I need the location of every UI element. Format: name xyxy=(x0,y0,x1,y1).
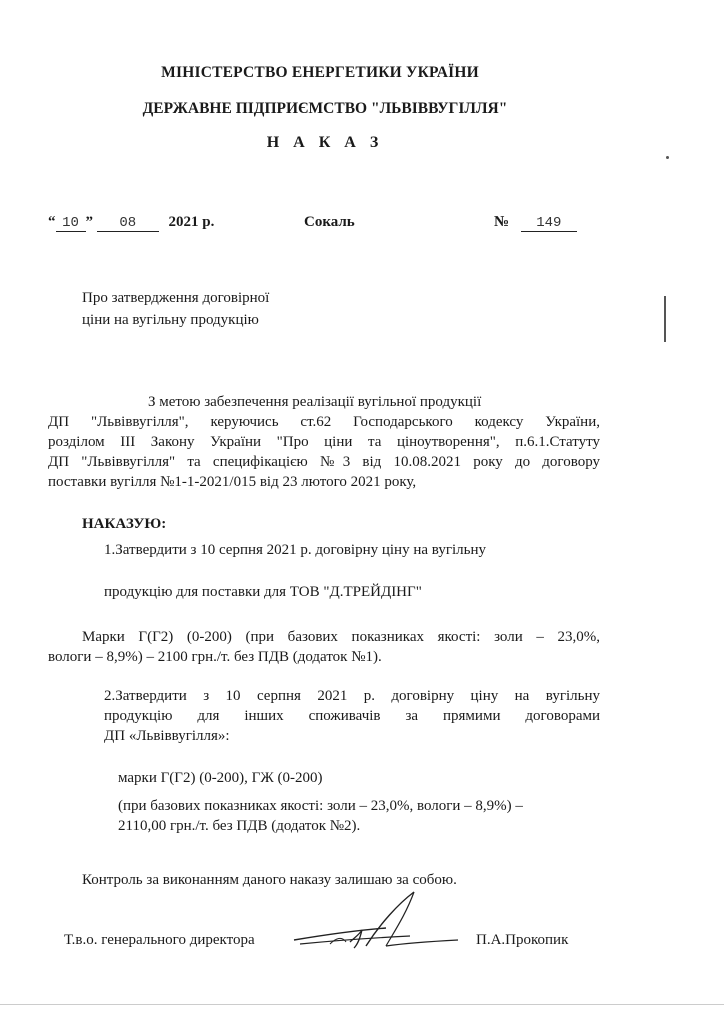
control-statement: Контроль за виконанням даного наказу залишаю за собою. xyxy=(82,872,457,888)
item2-quality-line-2: 2110,00 грн./т. без ПДВ (додаток №2). xyxy=(118,818,361,834)
item1-line-1: 1.Затвердити з 10 серпня 2021 р. договірну ціну на вугільну xyxy=(104,542,487,558)
preamble-line-1: З метою забезпечення реалізації вугільної продукції xyxy=(148,394,482,410)
number-label: № xyxy=(494,214,510,230)
date-close-quote: ” xyxy=(85,214,93,230)
subject-line-2: ціни на вугільну продукцію xyxy=(82,312,259,328)
order-date xyxy=(48,214,214,232)
item1-marks-line-2: вологи – 8,9%) – 2100 грн./т. без ПДВ (додаток №1). xyxy=(48,649,382,665)
preamble-line-3: розділом ІІІ Закону України "Про ціни та ціноутворення", п.6.1.Статуту xyxy=(48,434,600,450)
item2-quality-line-1: (при базових показниках якості: золи – 23,0%, вологи – 8,9%) – xyxy=(118,798,523,814)
signatory-position: Т.в.о. генерального директора xyxy=(64,932,255,948)
item2-line-2: продукцію для інших споживачів за прямими договорами xyxy=(104,708,600,724)
preamble-line-5: поставки вугілля №1-1-2021/015 від 23 лютого 2021 року, xyxy=(48,474,417,490)
date-open-quote: “ xyxy=(48,214,56,230)
handwritten-signature xyxy=(290,884,460,954)
preamble-line-4: ДП "Львіввугілля" та специфікацією №3 від 10.08.2021 року до договору xyxy=(48,454,600,470)
signatory-name: П.А.Прокопик xyxy=(476,932,569,948)
item1-marks-line-1: Марки Г(Г2) (0-200) (при базових показниках якості: золи – 23,0%, xyxy=(82,629,600,645)
order-number xyxy=(494,214,577,232)
item2-line-3: ДП «Львіввугілля»: xyxy=(104,728,230,744)
date-day: 10 xyxy=(56,215,86,232)
order-city: Сокаль xyxy=(304,214,355,230)
scan-edge-mark xyxy=(664,296,666,342)
document-type-heading: Н А К А З xyxy=(266,134,384,151)
date-year: 2021 р. xyxy=(168,214,215,230)
ministry-heading: МІНІСТЕРСТВО ЕНЕРГЕТИКИ УКРАЇНИ xyxy=(161,64,479,81)
date-month: 08 xyxy=(97,215,159,232)
item2-line-1: 2.Затвердити з 10 серпня 2021 р. договірну ціну на вугільну xyxy=(104,688,600,704)
scan-bottom-edge xyxy=(0,1004,724,1005)
preamble-line-2: ДП "Львіввугілля", керуючись ст.62 Господарського кодексу України, xyxy=(48,414,600,430)
item1-line-2: продукцію для поставки для ТОВ "Д.ТРЕЙДІНГ" xyxy=(104,584,422,600)
enterprise-heading: ДЕРЖАВНЕ ПІДПРИЄМСТВО "ЛЬВІВВУГІЛЛЯ" xyxy=(142,100,508,117)
item2-marks: марки Г(Г2) (0-200), ГЖ (0-200) xyxy=(118,770,323,786)
order-label: НАКАЗУЮ: xyxy=(82,516,167,532)
subject-line-1: Про затвердження договірної xyxy=(82,290,270,306)
number-value: 149 xyxy=(521,215,577,232)
scan-speck xyxy=(666,156,669,159)
